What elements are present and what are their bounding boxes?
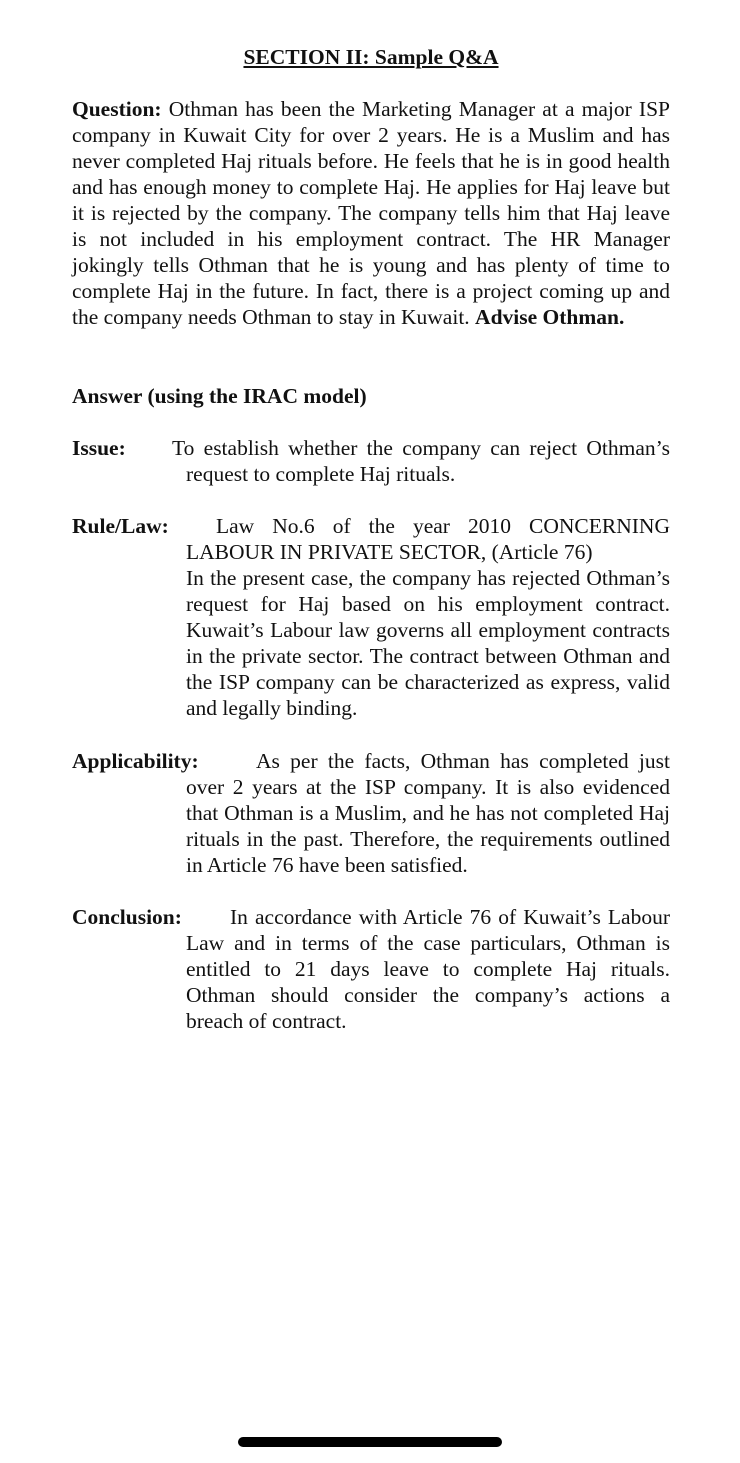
question-text: Othman has been the Marketing Manager at a major ISP company in Kuwait City for over 2 years. He is a Muslim and has never completed Haj rituals before. He feels that he is in good health and has enough money to complete Haj. He applies for Haj leave but it is rejected by the company. The company tells him that Haj leave is not included in his employment contract. The HR Manager jokingly tells Othman that he is young and has plenty of time to complete Haj in the future. In fact, there is a project coming up and the company needs Othman to stay in Kuwait. <box>72 97 670 329</box>
applicability-term: Applicability: <box>72 749 199 773</box>
rule-section <box>72 513 670 721</box>
applicability-text: As per the facts, Othman has completed just over 2 years at the ISP company. It is also evidenced that Othman is a Muslim, and he has not completed Haj rituals in the past. Therefore, the requirements outlined in Article 76 have been satisfied. <box>186 749 670 877</box>
home-indicator[interactable] <box>238 1437 502 1447</box>
issue-text: To establish whether the company can reject Othman’s request to complete Haj rituals. <box>172 436 670 486</box>
rule-term: Rule/Law: <box>72 514 169 538</box>
issue-term: Issue: <box>72 436 126 460</box>
applicability-section <box>72 748 670 878</box>
issue-section <box>72 435 670 487</box>
section-title: SECTION II: Sample Q&A <box>243 45 499 69</box>
conclusion-text: In accordance with Article 76 of Kuwait’s Labour Law and in terms of the case particulars, Othman is entitled to 21 days leave to complete Haj rituals. Othman should consider the company’s actions a breach of contract. <box>186 905 670 1033</box>
answer-heading: Answer (using the IRAC model) <box>72 384 367 408</box>
rule-text-2: In the present case, the company has rejected Othman’s request for Haj based on his employment contract. Kuwait’s Labour law governs all employment contracts in the private sector. The contract between Othman and the ISP company can be characterized as express, valid and legally binding. <box>186 566 670 720</box>
conclusion-term: Conclusion: <box>72 905 182 929</box>
question-advise: Advise Othman. <box>475 305 625 329</box>
question-paragraph <box>72 96 670 330</box>
question-label: Question: <box>72 97 162 121</box>
rule-text: Law No.6 of the year 2010 CONCERNING LABOUR IN PRIVATE SECTOR, (Article 76) <box>186 514 670 564</box>
conclusion-section <box>72 904 670 1034</box>
